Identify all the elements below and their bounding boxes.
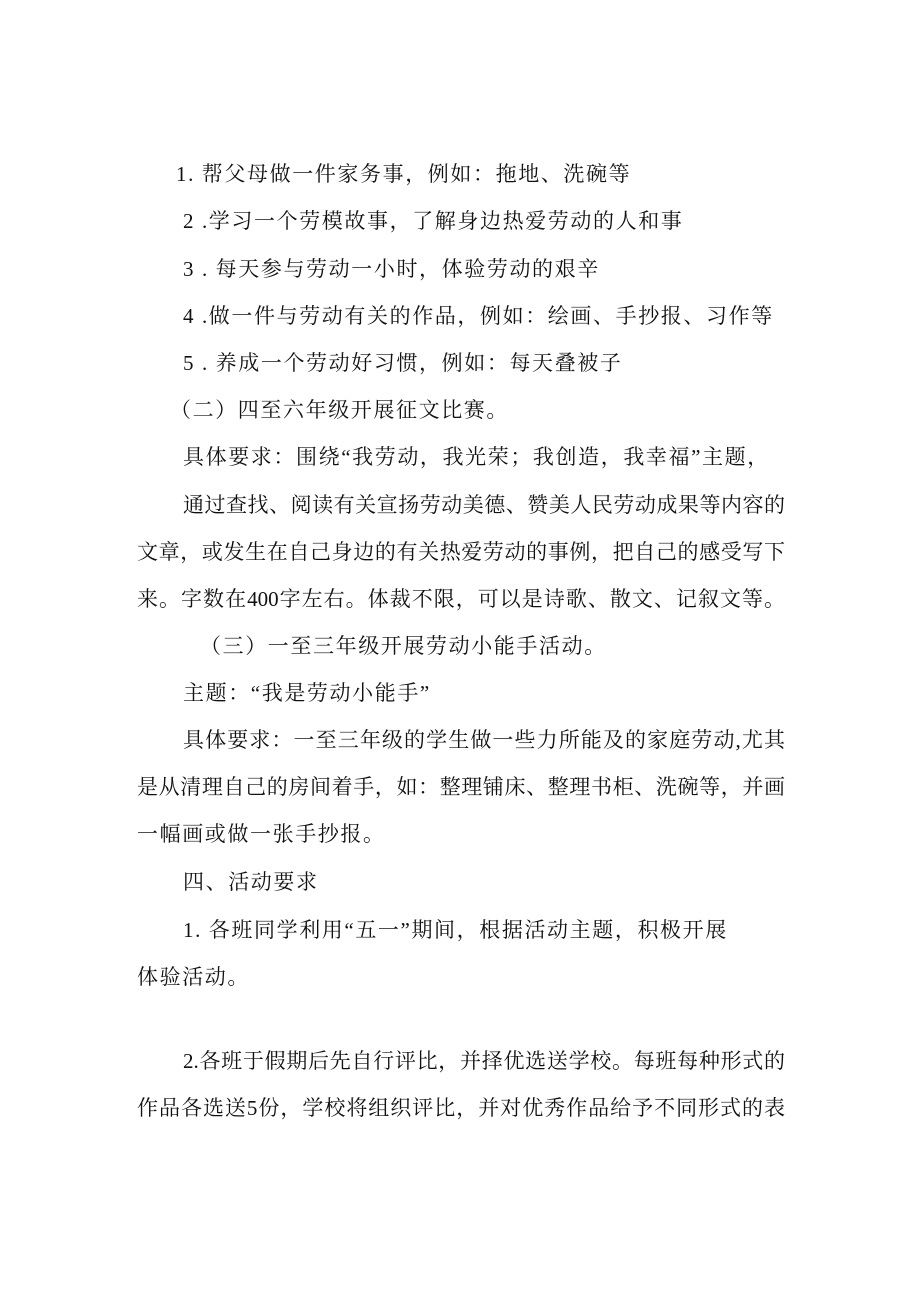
requirement-1: 1. 各班同学利用“五一”期间，根据活动主题，积极开展 xyxy=(183,918,728,942)
theme-line: 主题：“我是劳动小能手” xyxy=(183,681,431,705)
paragraph-line: 是从清理自己的房间着手，如：整理铺床、整理书柜、洗碗等，并画 xyxy=(137,775,785,799)
section-heading-3: （三）一至三年级开展劳动小能手活动。 xyxy=(200,634,607,658)
list-item-2: 2 .学习一个劳模故事，了解身边热爱劳动的人和事 xyxy=(183,209,684,233)
paragraph-line: 一幅画或做一张手抄报。 xyxy=(137,822,386,846)
list-item-3: 3 . 每天参与劳动一小时，体验劳动的艰辛 xyxy=(183,257,600,281)
paragraph-line: 体验活动。 xyxy=(137,965,250,989)
paragraph-line: 通过查找、阅读有关宣扬劳动美德、赞美人民劳动成果等内容的 xyxy=(183,493,785,517)
paragraph-line: 作品各选送5份，学校将组织评比，并对优秀作品给予不同形式的表 xyxy=(137,1096,785,1120)
requirement-2: 2.各班于假期后先自行评比，并择优选送学校。每班每种形式的 xyxy=(183,1049,785,1073)
paragraph-line: 具体要求：一至三年级的学生做一些力所能及的家庭劳动,尤其 xyxy=(183,728,785,752)
section-heading-2: （二）四至六年级开展征文比赛。 xyxy=(170,398,509,422)
list-item-5: 5 . 养成一个劳动好习惯，例如：每天叠被子 xyxy=(183,351,623,375)
paragraph-line: 来。字数在400字左右。体裁不限，可以是诗歌、散文、记叙文等。 xyxy=(137,587,785,611)
paragraph-line: 文章，或发生在自己身边的有关热爱劳动的事例，把自己的感受写下 xyxy=(137,540,785,564)
paragraph-line: 具体要求：围绕“我劳动，我光荣；我创造，我幸福”主题， xyxy=(183,445,770,469)
section-heading-4: 四、活动要求 xyxy=(183,870,319,894)
list-item-4: 4 .做一件与劳动有关的作品，例如：绘画、手抄报、习作等 xyxy=(183,304,774,328)
list-item-1: 1. 帮父母做一件家务事，例如：拖地、洗碗等 xyxy=(176,162,632,186)
